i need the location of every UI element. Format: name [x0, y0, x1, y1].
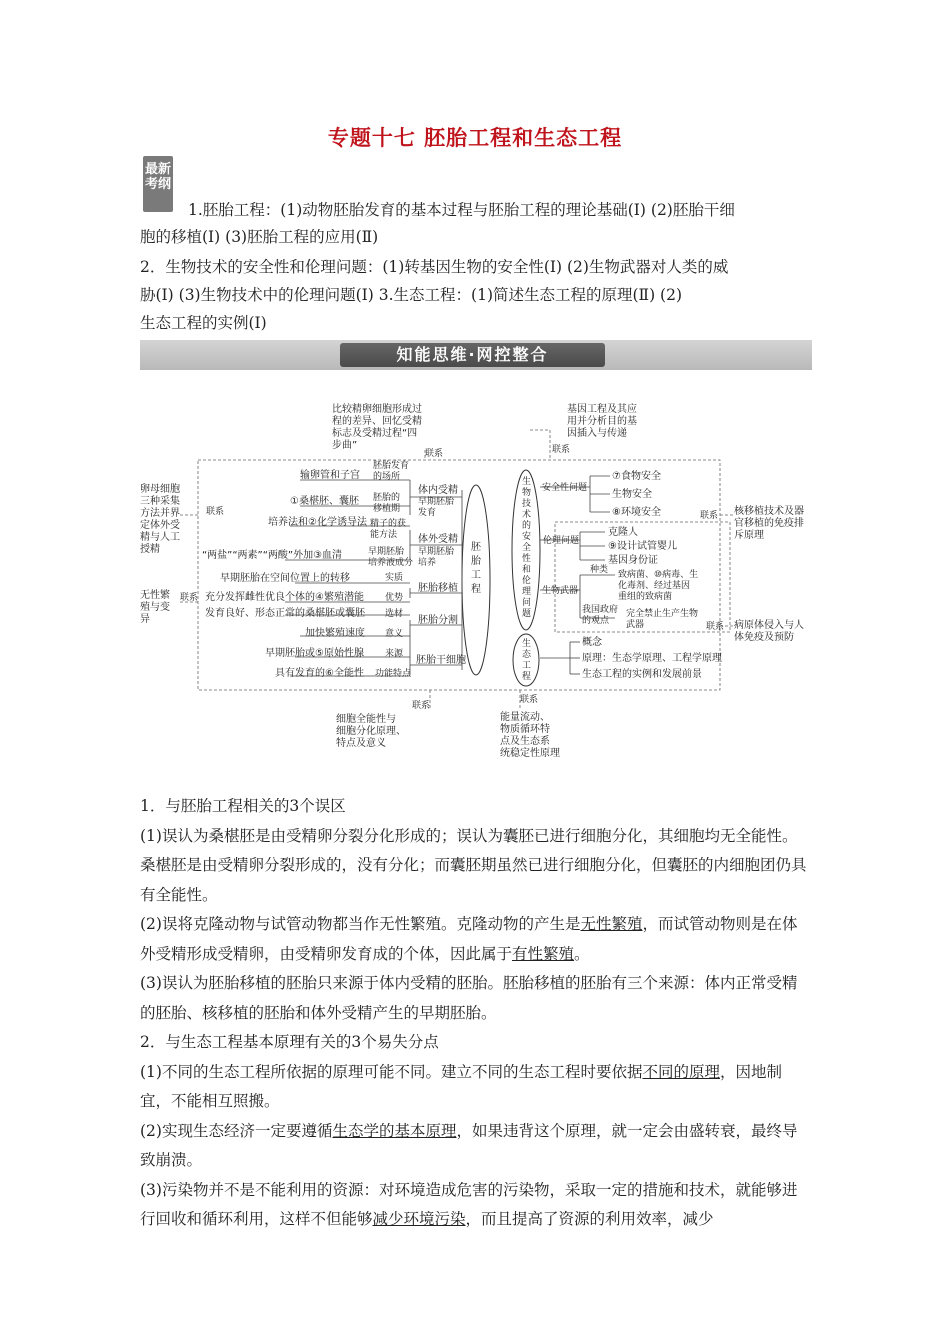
left-item-5: 早期胚胎在空间位置上的转移 [220, 573, 350, 584]
outline-line-4: 胁(Ⅰ) (3)生物技术中的伦理问题(Ⅰ) 3.生态工程：(1)简述生态工程的原理(Ⅱ) (2) [140, 286, 683, 304]
mind-map-text: 程的差异、回忆受精 [332, 416, 422, 427]
mind-map-text: 胚 [471, 542, 481, 553]
mid-label-early-culture-1: 早期胚胎 [418, 547, 455, 557]
mind-map-text: 态 [522, 650, 532, 660]
paragraph-5: (2)实现生态经济一定要遵循生态学的基本原理，如果违背这个原理，就一定会由盛转衰，最终导致崩溃。 [140, 1121, 798, 1169]
mind-map-text: 卵母细胞 [140, 484, 180, 495]
badge-line-2: 考纲 [144, 177, 171, 192]
mind-map-text: 点及生态系 [500, 736, 550, 747]
left-item-3: 培养法和②化学诱导法 [268, 517, 367, 528]
top-left-note [332, 402, 422, 451]
mind-map-text: 病原体侵入与人 [734, 620, 804, 631]
eco-item-concept: 概念 [582, 637, 602, 648]
sub-label-site-1: 胚胎发育 [373, 461, 410, 471]
mind-map-text: 工 [522, 661, 532, 671]
mind-map-text: 胎 [471, 556, 481, 567]
mid-label-early-dev-2: 发育 [418, 508, 437, 518]
safety-ethics-label [522, 475, 531, 619]
mind-map-text: 程 [471, 584, 481, 595]
section-banner [140, 340, 812, 370]
mind-map-text: 技 [522, 499, 532, 509]
mind-map-text: 授精 [140, 544, 160, 555]
mind-map [140, 380, 812, 770]
mind-map-text: 标志及受精过程“四 [332, 428, 418, 439]
ethics-item-gene-id: 基因身份证 [608, 555, 658, 566]
sub-label-source: 来源 [385, 649, 404, 659]
mind-map-text: 基因工程及其应 [567, 404, 637, 415]
paragraph-2: (2)误将克隆动物与试管动物都当作无性繁殖。克隆动物的产生是无性繁殖，而试管动物则是在体外受精形成受精卵，由受精卵发育成的个体，因此属于有性繁殖。 [140, 915, 798, 963]
top-right-note [567, 402, 637, 439]
link-label-top-left: 联系 [425, 449, 444, 459]
mind-map-svg [140, 380, 812, 770]
outline-line-3: 2．生物技术的安全性和伦理问题：(1)转基因生物的安全性(Ⅰ) (2)生物武器对人类的威 [140, 258, 729, 276]
mind-map-text: 物 [522, 488, 532, 498]
paragraph-1: (1)误认为桑椹胚是由受精卵分裂分化形成的；误认为囊胚已进行细胞分化，其细胞均无全能性。桑椹胚是由受精卵分裂形成的，没有分化；而囊胚期虽然已进行细胞分化，但囊胚的内细胞团仍具有全能性。 [140, 826, 807, 904]
mind-map-text: 和 [522, 565, 532, 575]
mind-map-text: 精与人工 [140, 532, 180, 543]
sub-label-material: 选材 [385, 609, 404, 619]
link-label-right-2: 联系 [706, 622, 725, 632]
mind-map-text: 术 [522, 510, 532, 520]
mind-map-text: 全 [522, 543, 532, 553]
mind-map-text: 统稳定性原理 [500, 748, 560, 759]
gov-view-text-2: 武器 [626, 620, 645, 630]
eco-engineering-label [522, 637, 532, 682]
sub-label-significance: 意义 [385, 629, 404, 639]
eco-item-examples: 生态工程的实例和发展前景 [582, 669, 702, 680]
link-label-bottom-right: 联系 [520, 695, 539, 705]
link-label-right-1: 联系 [700, 511, 719, 521]
left-item-9: 早期胚胎或⑤原始性腺 [265, 648, 364, 659]
sub-label-medium-2: 培养液成分 [368, 558, 414, 568]
mind-map-text: 殖与变 [140, 602, 170, 613]
paragraph-3: (3)误认为胚胎移植的胚胎只来源于体内受精的胚胎。胚胎移植的胚胎有三个来源：体内正常受精的胚胎、核移植的胚胎和体外受精产生的早期胚胎。 [140, 974, 798, 1022]
badge-line-1: 最新 [144, 162, 171, 177]
banner-label: 知能思维·网控整合 [340, 343, 605, 367]
mind-map-text: 定体外受 [140, 520, 180, 531]
weapon-types-2: 化毒剂、经过基因 [618, 581, 691, 591]
sub-label-capacitation-2: 能方法 [370, 530, 398, 540]
mid-label-transfer: 胚胎移植 [418, 583, 458, 594]
mind-map-text: 因插入与传递 [567, 428, 627, 439]
left-item-6: 充分发挥雌性优良个体的④繁殖潜能 [205, 592, 364, 603]
body-text [140, 792, 812, 1235]
left-note-1 [140, 482, 180, 555]
left-note-2 [140, 588, 170, 625]
left-item-7: 发育良好、形态正常的桑椹胚或囊胚 [205, 608, 365, 619]
mind-map-text: 生 [522, 639, 532, 649]
safety-connectors [540, 476, 615, 674]
outline-line-5: 生态工程的实例(Ⅰ) [140, 314, 267, 332]
outline-line-2: 胞的移植(Ⅰ) (3)胚胎工程的应用(Ⅱ) [140, 228, 379, 246]
sub-label-period-1: 胚胎的 [373, 493, 401, 503]
mind-map-text: 斥原理 [734, 530, 764, 541]
mind-map-text: 异 [140, 614, 150, 625]
mind-map-text: 三种采集 [140, 496, 180, 507]
eco-item-principle: 原理：生态学原理、工程学原理 [582, 653, 722, 664]
ethics-item-clone: 克隆人 [608, 527, 638, 538]
mind-map-text: 能量流动、 [500, 712, 550, 723]
sub-label-essence: 实质 [385, 573, 404, 583]
weapon-types-3: 重组的致病菌 [618, 592, 673, 602]
outline-line-1: 1.胚胎工程：(1)动物胚胎发育的基本过程与胚胎工程的理论基础(Ⅰ) (2)胚胎干细 [188, 201, 735, 219]
left-item-2: ①桑椹胚、囊胚 [290, 496, 359, 507]
link-label-bottom-left: 联系 [412, 701, 431, 711]
mind-map-text: 性 [522, 554, 532, 564]
sub-label-period-2: 移植期 [373, 504, 401, 514]
mind-map-text: 方法并界 [140, 508, 180, 519]
mind-map-text: 核移植技术及器 [734, 506, 804, 517]
left-item-10: 具有发育的⑥全能性 [275, 668, 364, 679]
mind-map-text: 工 [471, 570, 481, 581]
right-note-2 [734, 618, 804, 643]
sub-label-advantage: 优势 [385, 593, 404, 603]
mind-map-text: 的 [522, 521, 532, 531]
mind-map-text: 无性繁 [140, 590, 170, 601]
link-label-top-right: 联系 [552, 445, 571, 455]
sub-label-medium-1: 早期胚胎 [368, 547, 405, 557]
mind-map-text: 物质循环特 [500, 724, 550, 735]
left-item-1: 输卵管和子宫 [300, 470, 360, 481]
sub-label-site-2: 的场所 [373, 472, 401, 482]
weapon-types-1: 致病菌、⑩病毒、生 [618, 570, 699, 580]
safety-item-bio: 生物安全 [612, 489, 652, 500]
mind-map-text: 细胞全能性与 [336, 714, 396, 725]
safety-item-env: ⑧环境安全 [612, 507, 661, 518]
left-item-4: “两盐”“两素”“两酸”外加③血清 [202, 550, 343, 561]
bottom-right-note [500, 710, 560, 759]
gov-view-label-1: 我国政府 [582, 605, 619, 615]
mid-label-early-culture-2: 培养 [418, 558, 437, 568]
sub-label-function: 功能特点 [375, 669, 412, 679]
gov-view-label-2: 的观点 [582, 616, 610, 626]
heading-2: 2．与生态工程基本原理有关的3个易失分点 [140, 1033, 439, 1051]
mid-label-early-dev-1: 早期胚胎 [418, 497, 455, 507]
mid-label-in-vivo: 体内受精 [418, 485, 458, 496]
mind-map-text: 题 [522, 609, 532, 619]
mind-map-text: 比较精卵细胞形成过 [332, 404, 422, 415]
mind-map-text: 程 [522, 672, 532, 682]
mind-map-text: 伦 [522, 576, 532, 586]
mid-label-in-vitro: 体外受精 [418, 534, 458, 545]
mind-map-text: 理 [522, 587, 532, 597]
bottom-left-note [336, 712, 406, 749]
gov-view-text-1: 完全禁止生产生物 [626, 609, 699, 619]
bio-weapon-label: 生物武器 [542, 586, 579, 596]
mind-map-text: 安 [522, 532, 532, 542]
ethics-issue-label: 伦理问题 [543, 536, 580, 546]
mind-map-text: 生 [522, 477, 532, 487]
mind-map-text: 细胞分化原理、 [336, 726, 406, 737]
page-title: 专题十七 胚胎工程和生态工程 [327, 126, 623, 150]
link-label-left-1: 联系 [206, 507, 225, 517]
sub-label-capacitation-1: 精子的获 [370, 519, 407, 529]
left-item-8: 加快繁殖速度 [305, 628, 365, 639]
paragraph-6: (3)污染物并不是不能利用的资源：对环境造成危害的污染物，采取一定的措施和技术，就能够进行回收和循环利用，这样不但能够减少环境污染，而且提高了资源的利用效率，减少 [140, 1180, 798, 1228]
mind-map-text: 特点及意义 [336, 738, 386, 749]
heading-1: 1．与胚胎工程相关的3个误区 [140, 797, 346, 815]
link-label-left-2: 联系 [180, 593, 199, 603]
paragraph-4: (1)不同的生态工程所依据的原理可能不同。建立不同的生态工程时要依据不同的原理，因地制宜，不能相互照搬。 [140, 1062, 782, 1110]
mid-label-stem-cell: 胚胎干细胞 [416, 655, 466, 666]
mind-map-text: 问 [522, 598, 532, 608]
ethics-item-ivf: ⑨设计试管婴儿 [608, 541, 677, 552]
right-note-1 [734, 504, 804, 541]
mind-map-text: 步曲” [332, 440, 358, 451]
mind-map-text: 体免疫及预防 [734, 632, 794, 643]
mind-map-text: 官移植的免疫排 [734, 518, 804, 529]
safety-item-food: ⑦食物安全 [612, 471, 661, 482]
weapon-types-label: 种类 [590, 565, 609, 575]
mind-map-text: 用并分析目的基 [567, 416, 637, 427]
safety-issue-label: 安全性问题 [542, 483, 588, 493]
mid-label-splitting: 胚胎分割 [418, 615, 458, 626]
